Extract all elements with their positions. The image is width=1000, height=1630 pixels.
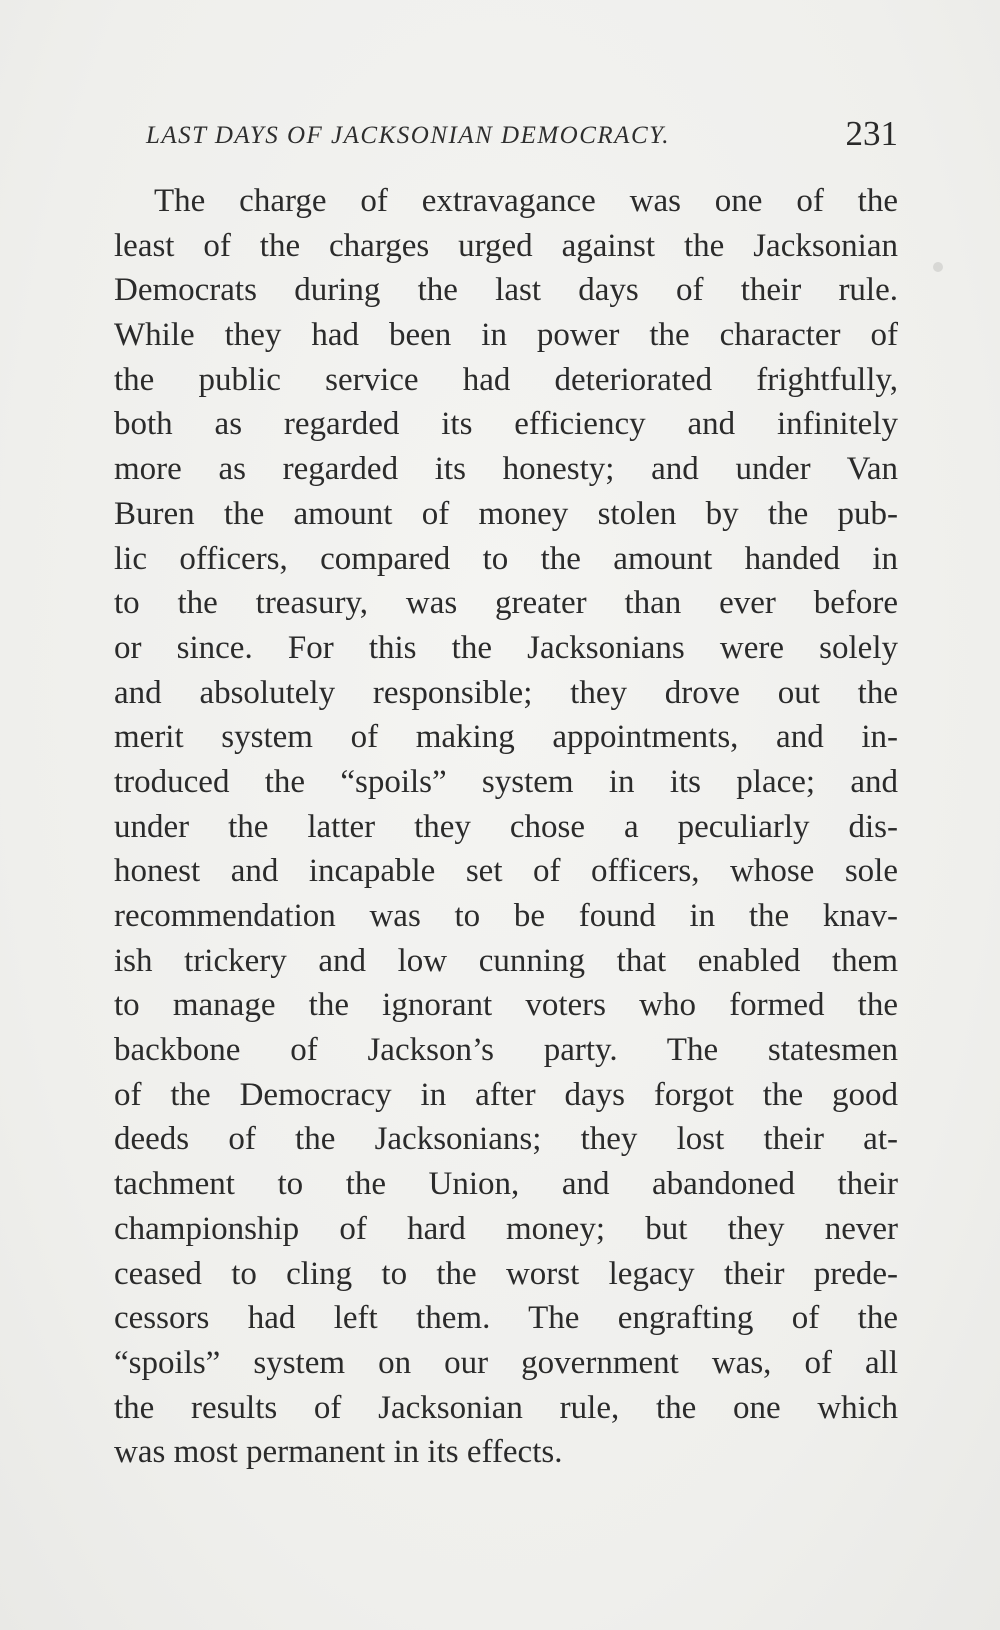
paper-speck	[933, 262, 943, 272]
text-line: lic officers, compared to the amount handed in	[114, 540, 898, 577]
text-line: both as regarded its efficiency and infinitely	[114, 406, 898, 443]
text-line: championship of hard money; but they never	[114, 1210, 898, 1247]
text-line: deeds of the Jacksonians; they lost their at-	[114, 1121, 898, 1158]
text-line: and absolutely responsible; they drove out the	[114, 674, 898, 711]
text-line: While they had been in power the character of	[114, 317, 898, 354]
text-line: of the Democracy in after days forgot the good	[114, 1076, 898, 1113]
text-line: honest and incapable set of officers, whose sole	[114, 853, 898, 890]
text-line: ceased to cling to the worst legacy their prede-	[114, 1255, 898, 1292]
text-line: under the latter they chose a peculiarly dis-	[114, 808, 898, 845]
text-line: the results of Jacksonian rule, the one which	[114, 1389, 898, 1426]
running-title: LAST DAYS OF JACKSONIAN DEMOCRACY.	[146, 122, 670, 149]
text-line: “spoils” system on our government was, of all	[114, 1344, 898, 1381]
text-line: Buren the amount of money stolen by the pub-	[114, 495, 898, 532]
text-line: ish trickery and low cunning that enabled them	[114, 942, 898, 979]
text-line: backbone of Jackson’s party. The statesmen	[114, 1032, 898, 1069]
text-line: merit system of making appointments, and in-	[114, 719, 898, 756]
text-line: least of the charges urged against the Jacksonian	[114, 227, 898, 264]
text-line: The charge of extravagance was one of the	[154, 183, 898, 219]
text-line: troduced the “spoils” system in its place; and	[114, 763, 898, 800]
text-line: recommendation was to be found in the knav-	[114, 898, 898, 934]
body-paragraph	[114, 179, 898, 1475]
text-line: tachment to the Union, and abandoned their	[114, 1166, 898, 1203]
text-line: or since. For this the Jacksonians were solely	[114, 629, 898, 666]
text-line: to the treasury, was greater than ever before	[114, 585, 898, 622]
text-line: cessors had left them. The engrafting of the	[114, 1300, 898, 1337]
text-line: to manage the ignorant voters who formed the	[114, 987, 898, 1024]
running-head	[146, 114, 898, 164]
page-number: 231	[845, 114, 898, 153]
text-line: Democrats during the last days of their rule.	[114, 272, 898, 309]
text-line: more as regarded its honesty; and under Van	[114, 451, 898, 488]
text-line: the public service had deteriorated frightfully,	[114, 361, 898, 398]
text-line: was most permanent in its effects.	[114, 1434, 563, 1471]
